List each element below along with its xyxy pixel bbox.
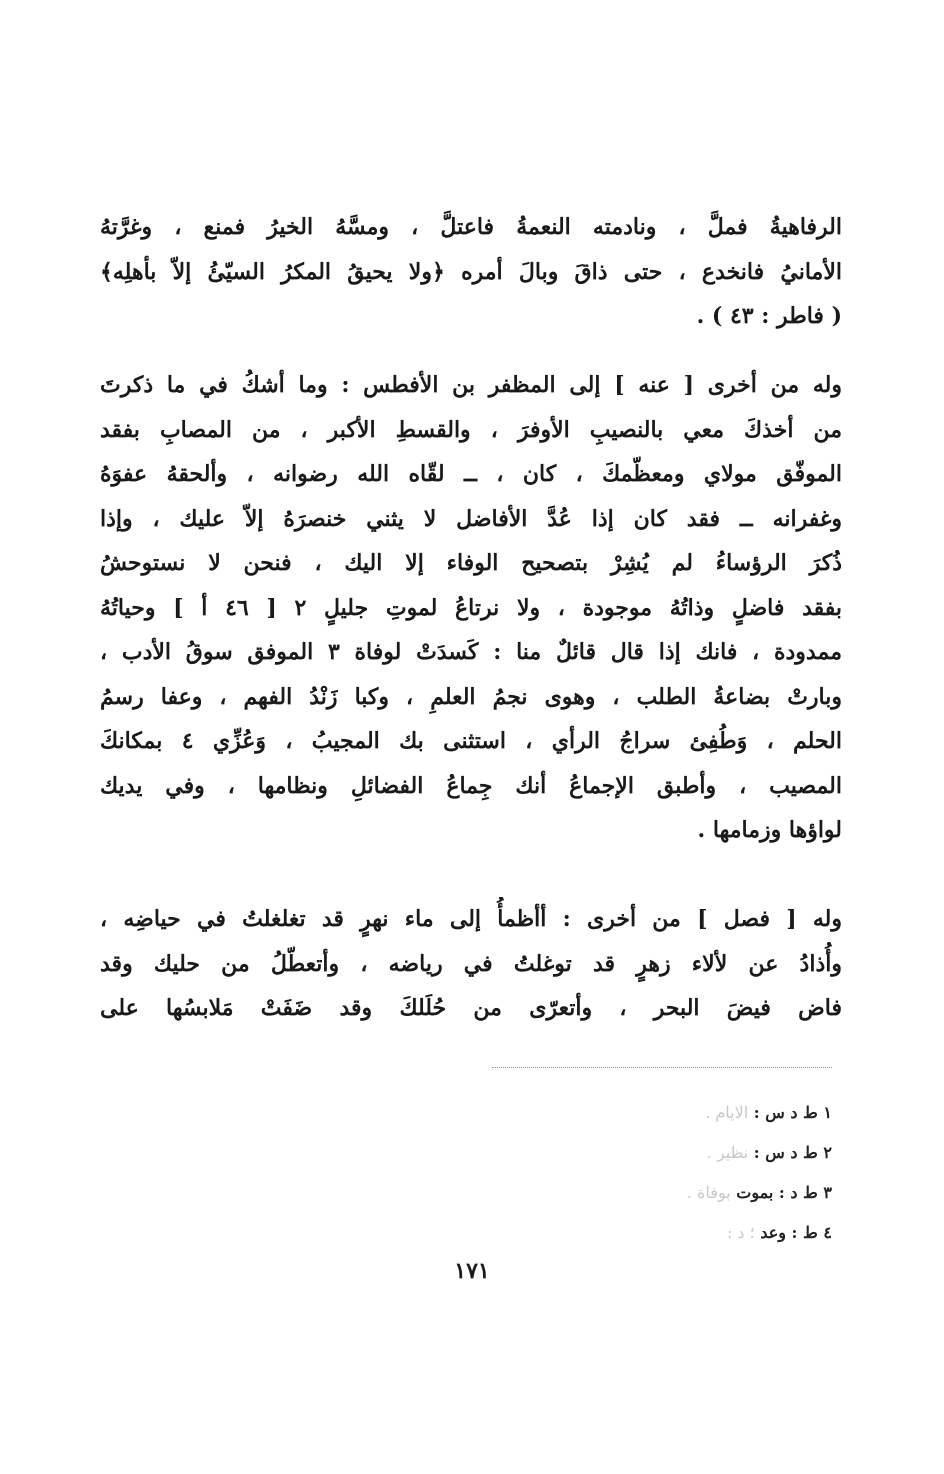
text-line: من أخذكَ معي بالنصيبِ الأوفرَ ، والقسطِ الأكبر ، من المصابِ بفقد [100, 416, 842, 443]
text-line: الرفاهيةُ فملَّ ، ونادمته النعمةُ فاعتلَّ ، ومسَّهُ الخيرُ فمنع ، وغرَّتهُ [100, 214, 842, 240]
text-line: الحلم ، وَطُفِئ سراجُ الرأي ، استثنى بك المجيبُ ، وَعُزِّي ٤ بمكانكَ [100, 728, 842, 754]
footnote-faint-text: نظير . [706, 1143, 749, 1162]
text-line: ذُكرَ الرؤساءُ لم يُشِرْ بتصحيح الوفاء إلا اليك ، فنحن لا نستوحشُ [100, 550, 842, 576]
footnote-marker: ٢ [823, 1143, 832, 1162]
footnotes [687, 1093, 832, 1253]
text-line: وأُذادُ عن لألاء زهرٍ قد توغلتُ في رياضه ، وأتعطّلُ من حليك وقد [100, 950, 842, 977]
text-line: وله [ فصل ] من أخرى : أأظمأُ إلى ماء نهرٍ قد تغلغلتُ في حياضِه ، [100, 906, 842, 932]
footnote-text: ط د س : [753, 1103, 818, 1122]
text-line: ممدودة ، فانك إذا قال قائلٌ منا : كَسدَتْ لوفاة ٣ الموفق سوقُ الأدب ، [100, 639, 842, 665]
footnote [687, 1173, 832, 1213]
text-line: وله من أخرى [ عنه ] إلى المظفر بن الأفطس : وما أشكُ في ما ذكرتَ [100, 372, 842, 398]
paragraph-3 [100, 897, 842, 1031]
text-line: فاض فيضَ البحر ، وأتعرّى من حُلَلكَ وقد ضَفَتْ مَلابسُها على [100, 995, 842, 1021]
text-line: لواؤها وزمامها . [697, 817, 842, 843]
paragraph-1 [100, 205, 842, 339]
footnote-marker: ٤ [823, 1223, 832, 1242]
footnote-faint-text: ؛ د : [726, 1223, 755, 1242]
text-line: ( فاطر : ٤٣ ) . [696, 303, 842, 329]
footnote-marker: ١ [823, 1103, 832, 1122]
footnote-divider [492, 1067, 832, 1068]
text-line: وغفرانه ــ فقد كان إذا عُدَّ الأفاضل لا يثني خنصرَهُ إلاّ عليك ، وإذا [100, 505, 842, 532]
text-line: الموفّق مولاي ومعظّمكَ ، كان ، ــ لقّاه الله رضوانه ، وألحقهُ عفوَهُ [100, 461, 842, 487]
footnote-text: ط د س : [753, 1143, 818, 1162]
footnote [687, 1093, 832, 1133]
footnote-text: ط د : بموت [736, 1183, 818, 1202]
footnote-marker: ٣ [823, 1183, 832, 1202]
paragraph-2 [100, 363, 842, 853]
footnote-faint-text: بوفاة . [686, 1183, 731, 1202]
footnote [687, 1133, 832, 1173]
footnote-faint-text: الايام . [705, 1103, 749, 1122]
text-line: الأمانيُ فانخدع ، حتى ذاقَ وبالَ أمره ﴿ولا يحيقُ المكرُ السيّئُ إلاّ بأهلِه﴾ [100, 258, 842, 285]
text-line: وبارتْ بضاعةُ الطلب ، وهوى نجمُ العلمِ ، وكبا زَنْدُ الفهم ، وعفا رسمُ [100, 683, 842, 710]
text-line: المصيب ، وأطبق الإجماعُ أنك جِماعُ الفضائلِ ونظامها ، وفي يديك [100, 772, 842, 799]
page-number: ١٧١ [454, 1258, 490, 1284]
footnote-text: ط : وعد [760, 1223, 818, 1242]
text-line: بفقد فاضلٍ وذاتُهُ موجودة ، ولا نرتاعُ لموتِ جليلٍ ٢ [ ٤٦ أ ] وحياتُهُ [100, 594, 842, 621]
footnote [687, 1213, 832, 1253]
